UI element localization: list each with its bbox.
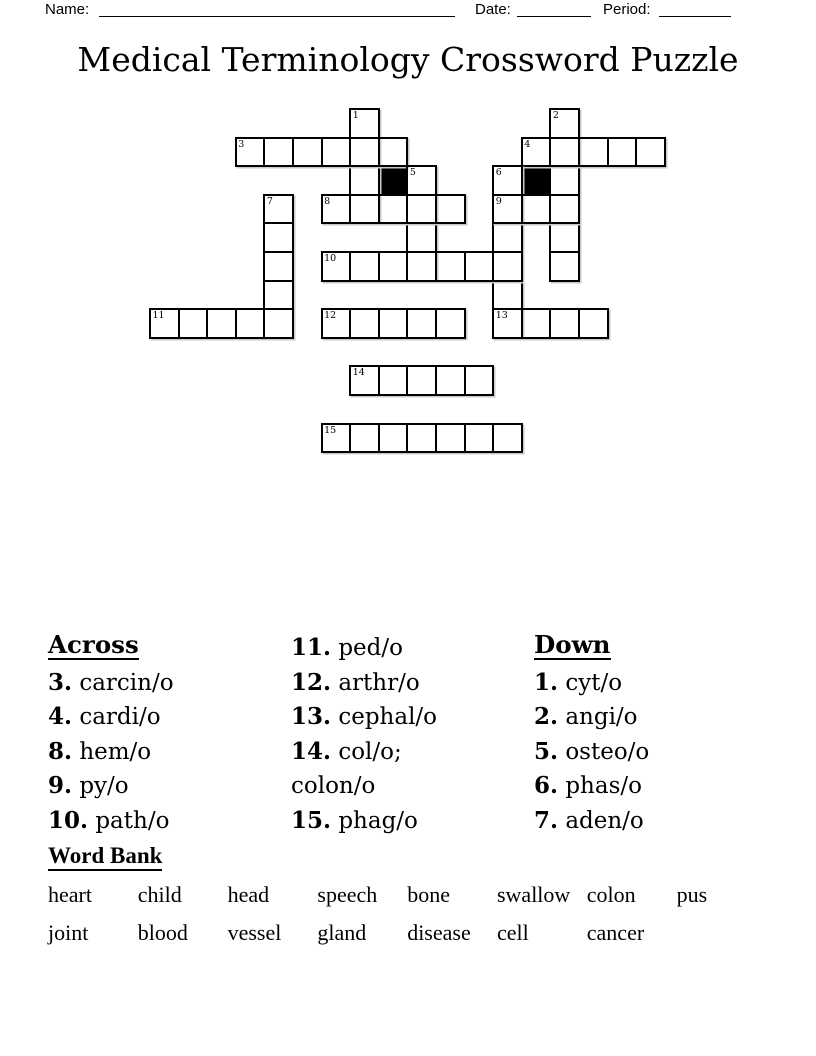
grid-cell[interactable] [236,309,265,338]
cell-number: 4 [524,138,531,150]
across-heading-row [48,631,291,666]
grid-cell[interactable] [350,138,379,167]
grid-cell[interactable] [436,366,465,395]
cell-number: 6 [495,167,502,179]
cell-number: 2 [552,110,559,121]
header [0,0,816,24]
clue-item: 13. cephal/o [291,703,438,730]
word-bank-row-1 [48,882,788,908]
clue-item: 3. carcin/o [48,668,174,696]
cell-number: 7 [266,195,273,207]
page-title: Medical Terminology Crossword Puzzle [77,40,739,79]
grid-cell[interactable] [550,252,579,281]
grid-cell[interactable] [407,366,436,395]
clue-item: 11. ped/o [291,634,403,661]
clue-item: 14. col/o; colon/o [291,737,402,799]
clue-item: 12. arthr/o [291,668,420,696]
cell-number: 11 [152,310,165,322]
down-clues-column [534,631,770,838]
word-bank-word: cancer [586,920,645,945]
grid-cell[interactable] [322,138,351,167]
clue-item: 4. cardi/o [48,703,161,730]
word-bank-word: pus [676,882,708,907]
grid-cell[interactable] [522,195,551,224]
grid-cell[interactable] [350,195,379,224]
grid-cell[interactable] [550,309,579,338]
date-fill-line[interactable] [517,16,591,17]
grid-cell[interactable] [350,252,379,281]
grid-cell[interactable] [493,424,522,453]
grid-cell[interactable] [436,309,465,338]
grid-cell[interactable] [179,309,208,338]
clue-item: 15. phag/o [291,806,418,834]
grid-cell[interactable] [407,223,436,252]
across-clues-column-2 [291,631,534,838]
black-cell [379,166,408,195]
grid-cell[interactable] [379,195,408,224]
word-bank-word: vessel [227,920,282,945]
date-label: Date: [475,1,511,18]
grid-cell[interactable] [465,424,494,453]
cell-number: 8 [324,195,331,207]
grid-cell[interactable] [407,195,436,224]
clue-item: 8. hem/o [48,737,152,765]
grid-cell[interactable] [264,223,293,252]
grid-cell[interactable] [493,223,522,252]
across-clues-column-1 [48,631,291,838]
grid-cell[interactable] [550,195,579,224]
period-fill-line[interactable] [659,16,731,17]
cell-number: 14 [352,367,365,379]
word-bank-word: colon [586,882,636,907]
clue-item: 5. osteo/o [534,737,650,765]
grid-cell[interactable] [264,281,293,310]
grid-cell[interactable] [550,223,579,252]
grid-cell[interactable] [379,252,408,281]
cell-number: 12 [324,310,337,322]
black-cell [522,166,551,195]
grid-cell[interactable] [264,252,293,281]
name-label: Name: [45,1,90,18]
grid-cell[interactable] [579,309,608,338]
grid-cell[interactable] [407,424,436,453]
word-bank-word: cell [496,920,529,945]
clue-item: 6. phas/o [534,772,642,799]
word-bank-word: blood [137,920,188,945]
word-bank-heading: Word Bank [48,843,162,871]
down-heading: Down [534,630,611,659]
grid-cell[interactable] [407,309,436,338]
cell-number: 5 [409,167,416,179]
cell-number: 9 [495,195,502,207]
cell-number: 15 [324,424,337,436]
grid-cell[interactable] [407,252,436,281]
grid-cell[interactable] [436,195,465,224]
name-fill-line[interactable] [99,16,455,17]
word-bank-word: heart [48,882,92,907]
grid-cell[interactable] [550,138,579,167]
period-label: Period: [603,1,651,18]
cell-number: 3 [238,138,245,150]
grid-cell[interactable] [522,309,551,338]
grid-cell[interactable] [264,138,293,167]
clues-section [48,631,770,838]
grid-cell[interactable] [379,138,408,167]
grid-cell[interactable] [207,309,236,338]
grid-cell[interactable] [636,138,665,167]
word-bank-word: gland [317,920,367,945]
across-heading: Across [48,630,139,659]
word-bank-word: joint [48,920,89,945]
cell-number: 13 [495,310,508,322]
word-bank-word: head [227,882,270,907]
grid-cell[interactable] [379,309,408,338]
grid-cell[interactable] [550,166,579,195]
grid-cell[interactable] [379,366,408,395]
down-heading-row [534,631,770,666]
word-bank-heading-row [48,843,162,871]
grid-cell[interactable] [608,138,637,167]
grid-cell[interactable] [293,138,322,167]
cell-number: 10 [324,253,337,264]
clue-item: 10. path/o [48,806,170,834]
grid-cell[interactable] [436,424,465,453]
word-bank-word: child [137,882,182,907]
word-bank-row-2 [48,920,788,946]
word-bank-word: bone [407,882,450,907]
clue-item: 9. py/o [48,772,129,799]
clue-item: 2. angi/o [534,703,638,730]
clue-item: 7. aden/o [534,806,644,834]
grid-cell[interactable] [436,252,465,281]
grid-cell[interactable] [579,138,608,167]
grid-cell[interactable] [379,424,408,453]
grid-cell[interactable] [465,252,494,281]
word-bank-word: speech [317,882,378,907]
grid-cell[interactable] [465,366,494,395]
cell-number: 1 [352,110,359,121]
grid-cell[interactable] [350,309,379,338]
clue-item: 1. cyt/o [534,668,623,696]
grid-cell[interactable] [493,252,522,281]
grid-cell[interactable] [493,281,522,310]
grid-cell[interactable] [264,309,293,338]
grid-cell[interactable] [350,424,379,453]
word-bank-word: disease [407,920,471,945]
grid-cell[interactable] [350,166,379,195]
word-bank-word: swallow [496,882,571,907]
crossword-grid [150,109,666,454]
